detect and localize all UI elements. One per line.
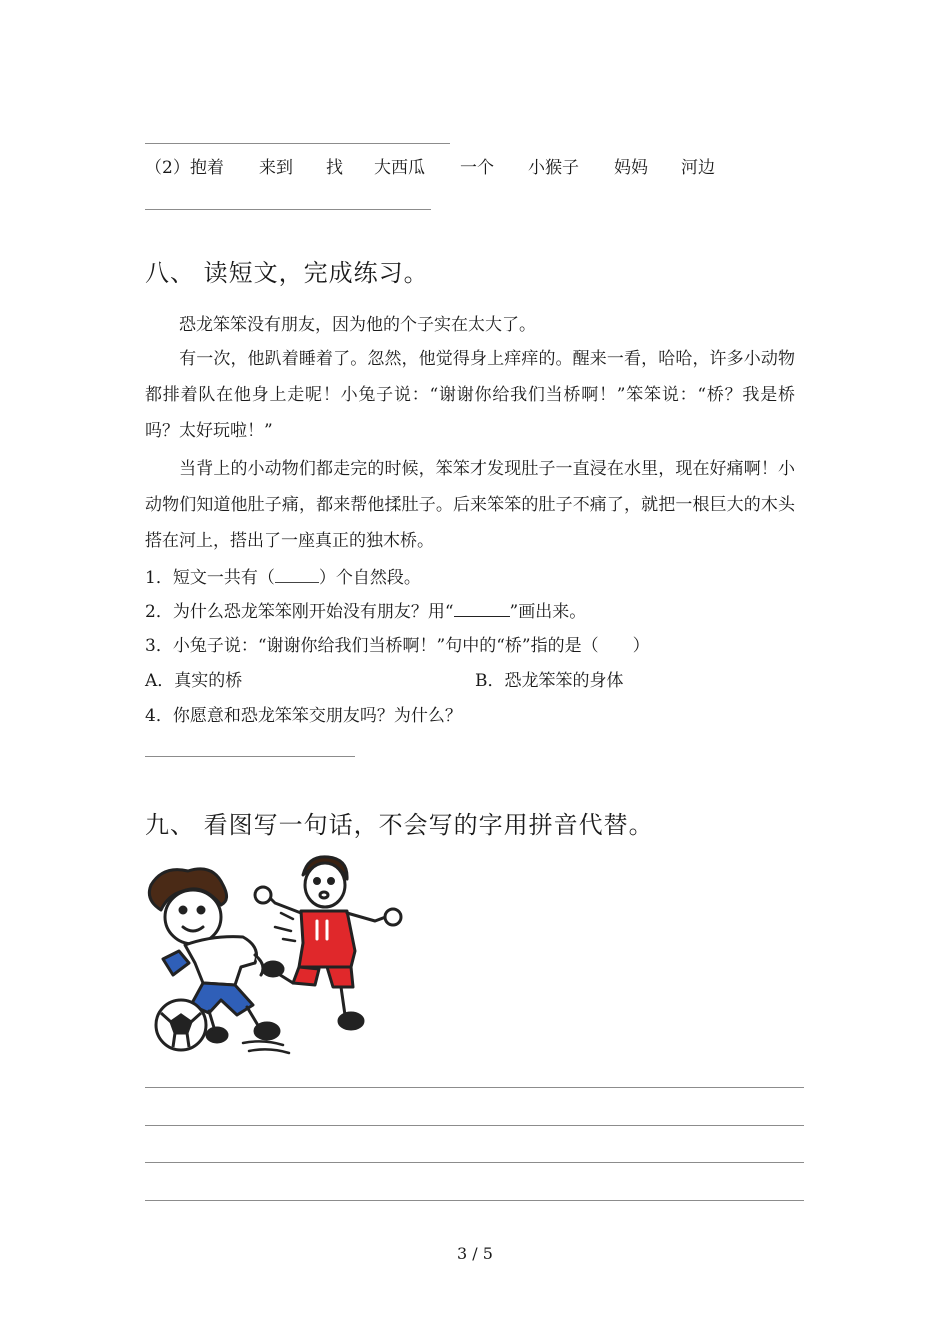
soccer-children-illustration — [143, 855, 405, 1055]
question-3: 3．小兔子说：“谢谢你给我们当桥啊！”句中的“桥”指的是（ ） — [145, 636, 650, 656]
word-card: 找 — [326, 158, 343, 178]
word-card: 来到 — [259, 158, 293, 178]
story-paragraph: 当背上的小动物们都走完的时候，笨笨才发现肚子一直浸在水里，现在好痛啊！小动物们知道他肚子痛，都来帮他揉肚子。后来笨笨的肚子不痛了，就把一根巨大的木头搭在河上，搭出了一座真正的独木桥。 — [145, 459, 795, 551]
section-title: 九、 看图写一句话，不会写的字用拼音代替。 — [145, 811, 654, 839]
question-2: 2．为什么恐龙笨笨刚开始没有朋友？用“ ”画出来。 — [145, 602, 587, 622]
word-card: 妈妈 — [614, 158, 648, 178]
answer-line[interactable] — [145, 143, 450, 144]
word-card: 大西瓜 — [374, 158, 425, 178]
option-b[interactable]: B．恐龙笨笨的身体 — [475, 671, 624, 691]
word-card: 抱着 — [190, 158, 224, 178]
story-paragraph: 恐龙笨笨没有朋友，因为他的个子实在太大了。 — [179, 315, 536, 335]
option-a[interactable]: A．真实的桥 — [145, 671, 243, 691]
writing-line[interactable] — [145, 1087, 804, 1088]
answer-line[interactable] — [145, 756, 355, 757]
sentence-label: （2） — [145, 158, 190, 178]
page-number: 3 / 5 — [457, 1244, 493, 1263]
question-1: 1．短文一共有（ ）个自然段。 — [145, 568, 421, 588]
answer-blank[interactable] — [275, 568, 319, 583]
word-card: 一个 — [460, 158, 494, 178]
word-card: 河边 — [681, 158, 715, 178]
word-card: 小猴子 — [528, 158, 579, 178]
writing-line[interactable] — [145, 1200, 804, 1201]
section-title: 八、 读短文，完成练习。 — [145, 259, 429, 287]
underline-sample — [454, 602, 510, 617]
writing-line[interactable] — [145, 1162, 804, 1163]
answer-line[interactable] — [145, 209, 431, 210]
writing-line[interactable] — [145, 1125, 804, 1126]
story-paragraph: 有一次，他趴着睡着了。忽然，他觉得身上痒痒的。醒来一看，哈哈，许多小动物都排着队在他身上走呢！小兔子说：“谢谢你给我们当桥啊！”笨笨说：“桥？我是桥吗？太好玩啦！” — [145, 349, 795, 441]
question-4: 4．你愿意和恐龙笨笨交朋友吗？为什么？ — [145, 706, 462, 726]
